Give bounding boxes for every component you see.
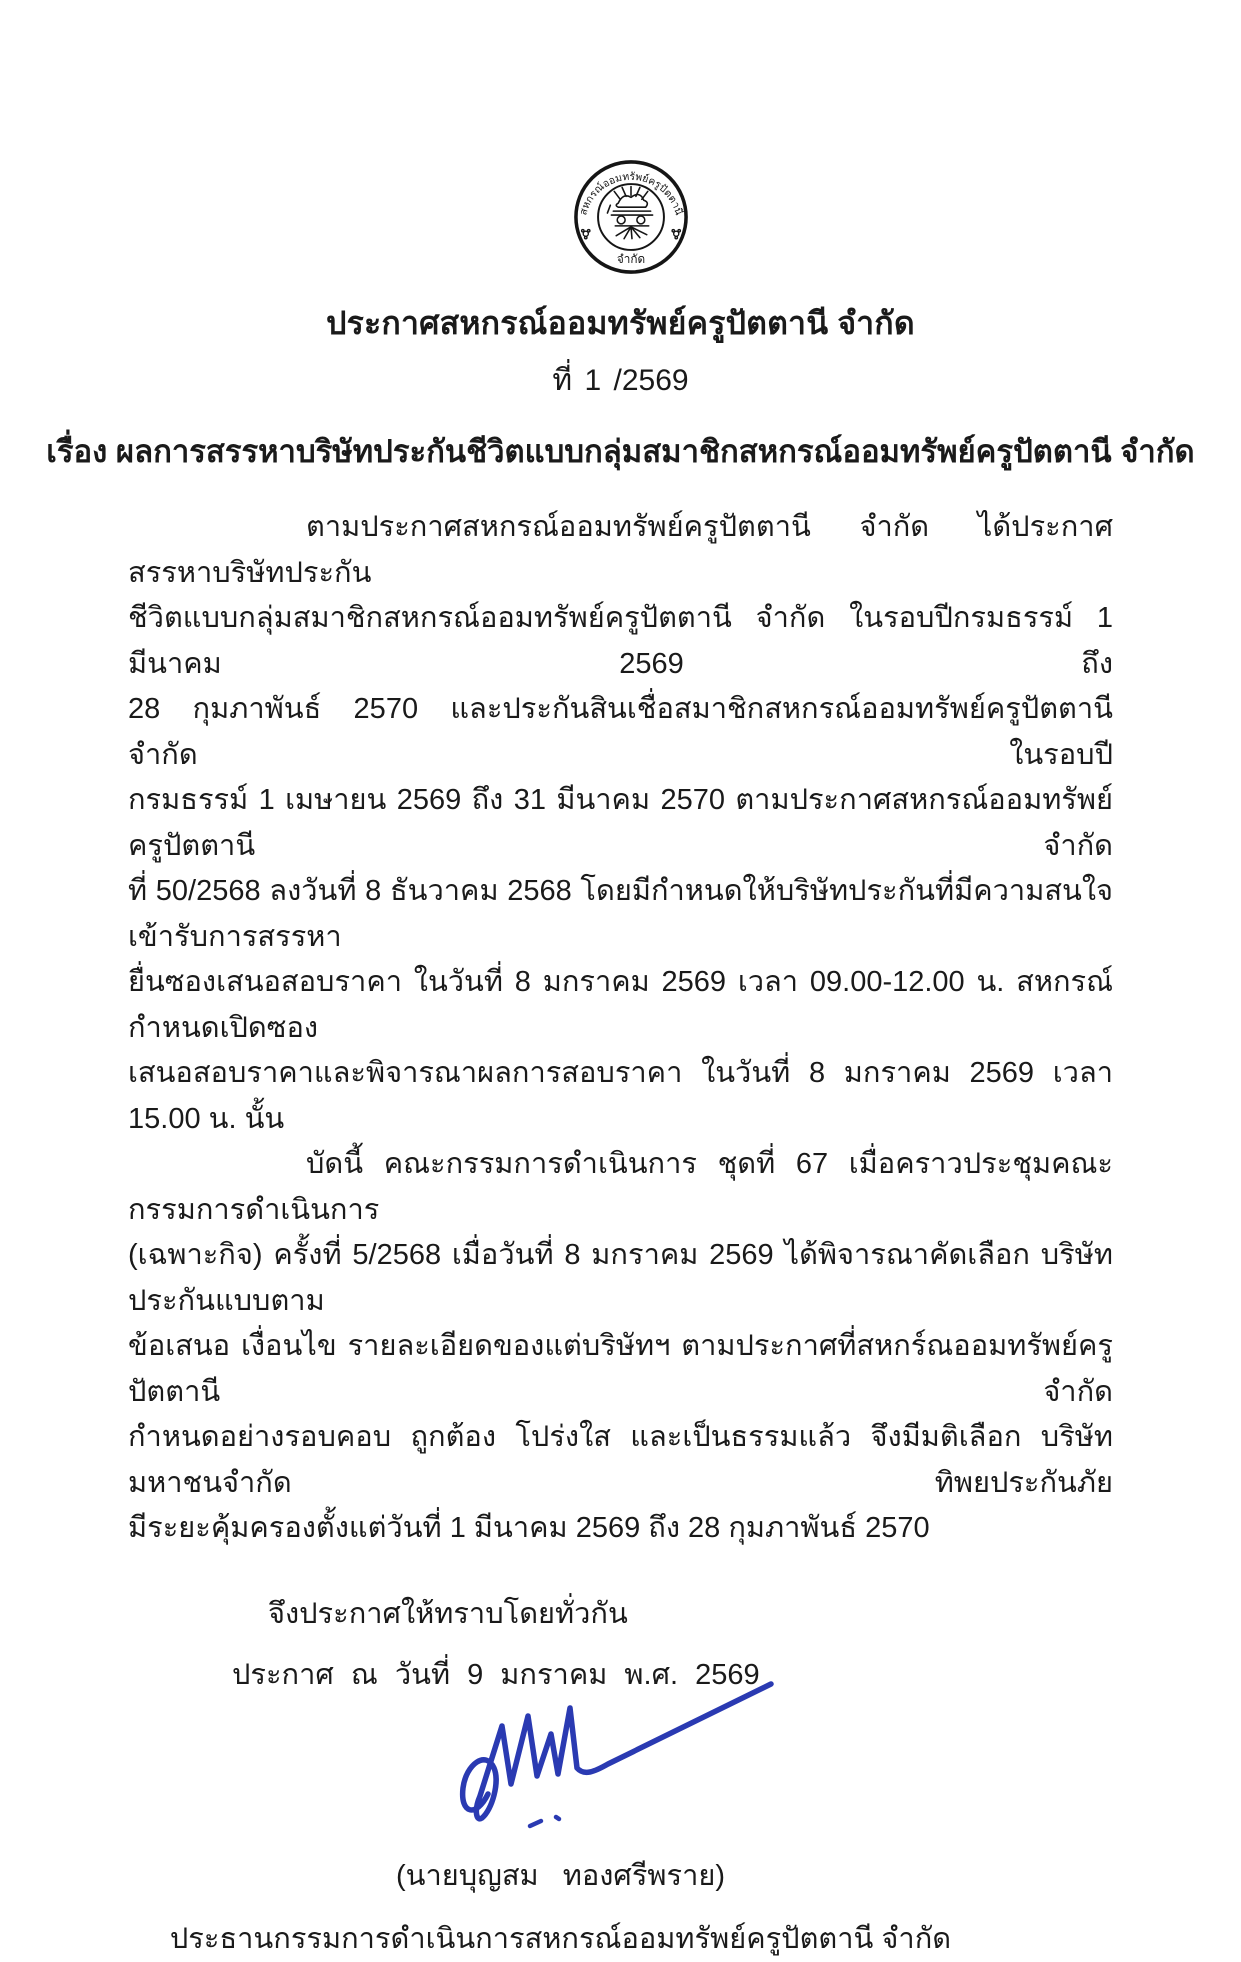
body-line: กรมธรรม์ 1 เมษายน 2569 ถึง 31 มีนาคม 2570 ตามประกาศสหกรณ์ออมทรัพย์ครูปัตตานี จำกัด <box>128 784 1113 862</box>
announcement-date: ประกาศ ณ วันที่ 9 มกราคม พ.ศ. 2569 <box>232 1658 760 1691</box>
signature-flourish-dots <box>530 1817 559 1826</box>
seal-arc-text: สหกรณ์ออมทรัพย์ครูปัตตานี <box>577 171 684 217</box>
cooperative-seal-icon <box>572 158 690 276</box>
body-line: ข้อเสนอ เงื่อนไข รายละเอียดของแต่บริษัทฯ ตามประกาศที่สหกร์ณออมทรัพย์ครูปัตตานี จำกัด <box>128 1330 1113 1408</box>
document-title: ประกาศสหกรณ์ออมทรัพย์ครูปัตตานี จำกัด <box>326 305 915 341</box>
signature <box>458 1676 776 1854</box>
paragraph-1 <box>128 505 1113 1142</box>
document-body <box>128 505 1113 1552</box>
seal-ornament-left <box>581 230 589 239</box>
signer-position: ประธานกรรมการดำเนินการสหกรณ์ออมทรัพย์ครูปัตตานี จำกัด <box>169 1922 952 1955</box>
signer-block <box>0 1854 1121 1962</box>
seal-bottom-text: จำกัด <box>616 252 645 267</box>
body-line: 28 กุมภาพันธ์ 2570 และประกันสินเชื่อสมาชิกสหกรณ์ออมทรัพย์ครูปัตตานี จำกัด ในรอบปี <box>128 693 1113 771</box>
closing-statement: จึงประกาศให้ทราบโดยทั่วกัน <box>268 1597 628 1630</box>
body-line: ชีวิตแบบกลุ่มสมาชิกสหกรณ์ออมทรัพย์ครูปัตตานี จำกัด ในรอบปีกรมธรรม์ 1 มีนาคม 2569 ถึง <box>128 602 1113 680</box>
body-line: มีระยะคุ้มครองตั้งแต่วันที่ 1 มีนาคม 2569 ถึง 28 กุมภาพันธ์ 2570 <box>128 1512 930 1544</box>
body-line: ที่ 50/2568 ลงวันที่ 8 ธันวาคม 2568 โดยมีกำหนดให้บริษัทประกันที่มีความสนใจเข้ารับการสรรหา <box>128 875 1113 953</box>
signer-name: (นายบุญสม ทองศรีพราย) <box>395 1859 726 1892</box>
body-line: (เฉพาะกิจ) ครั้งที่ 5/2568 เมื่อวันที่ 8 มกราคม 2569 ได้พิจารณาคัดเลือก บริษัทประกันแบบตาม <box>128 1239 1113 1317</box>
document-subject: เรื่อง ผลการสรรหาบริษัทประกันชีวิตแบบกลุ่มสมาชิกสหกรณ์ออมทรัพย์ครูปัตตานี จำกัด <box>46 434 1195 469</box>
body-line: ยื่นซองเสนอสอบราคา ในวันที่ 8 มกราคม 2569 เวลา 09.00-12.00 น. สหกรณ์กำหนดเปิดซอง <box>128 966 1113 1044</box>
body-line: บัดนี้ คณะกรรมการดำเนินการ ชุดที่ 67 เมื่อคราวประชุมคณะกรรมการดำเนินการ <box>128 1148 1113 1226</box>
body-line: กำหนดอย่างรอบคอบ ถูกต้อง โปร่งใส และเป็นธรรมแล้ว จึงมีมติเลือก บริษัทมหาชนจำกัด ทิพยประกันภัย <box>128 1421 1113 1499</box>
announcement-page <box>0 158 1241 1955</box>
body-line: ตามประกาศสหกรณ์ออมทรัพย์ครูปัตตานี จำกัด ได้ประกาศสรรหาบริษัทประกัน <box>128 511 1113 589</box>
paragraph-2 <box>128 1142 1113 1552</box>
document-number: ที่ 1 /2569 <box>552 364 689 397</box>
seal-emblem-art <box>607 187 652 239</box>
signature-main-stroke <box>463 1684 771 1819</box>
seal-ornament-right <box>672 230 680 239</box>
body-line: เสนอสอบราคาและพิจารณาผลการสอบราคา ในวันที่ 8 มกราคม 2569 เวลา 15.00 น. นั้น <box>128 1057 1113 1135</box>
cooperative-seal <box>572 158 690 276</box>
signature-ink-icon <box>458 1676 776 1854</box>
